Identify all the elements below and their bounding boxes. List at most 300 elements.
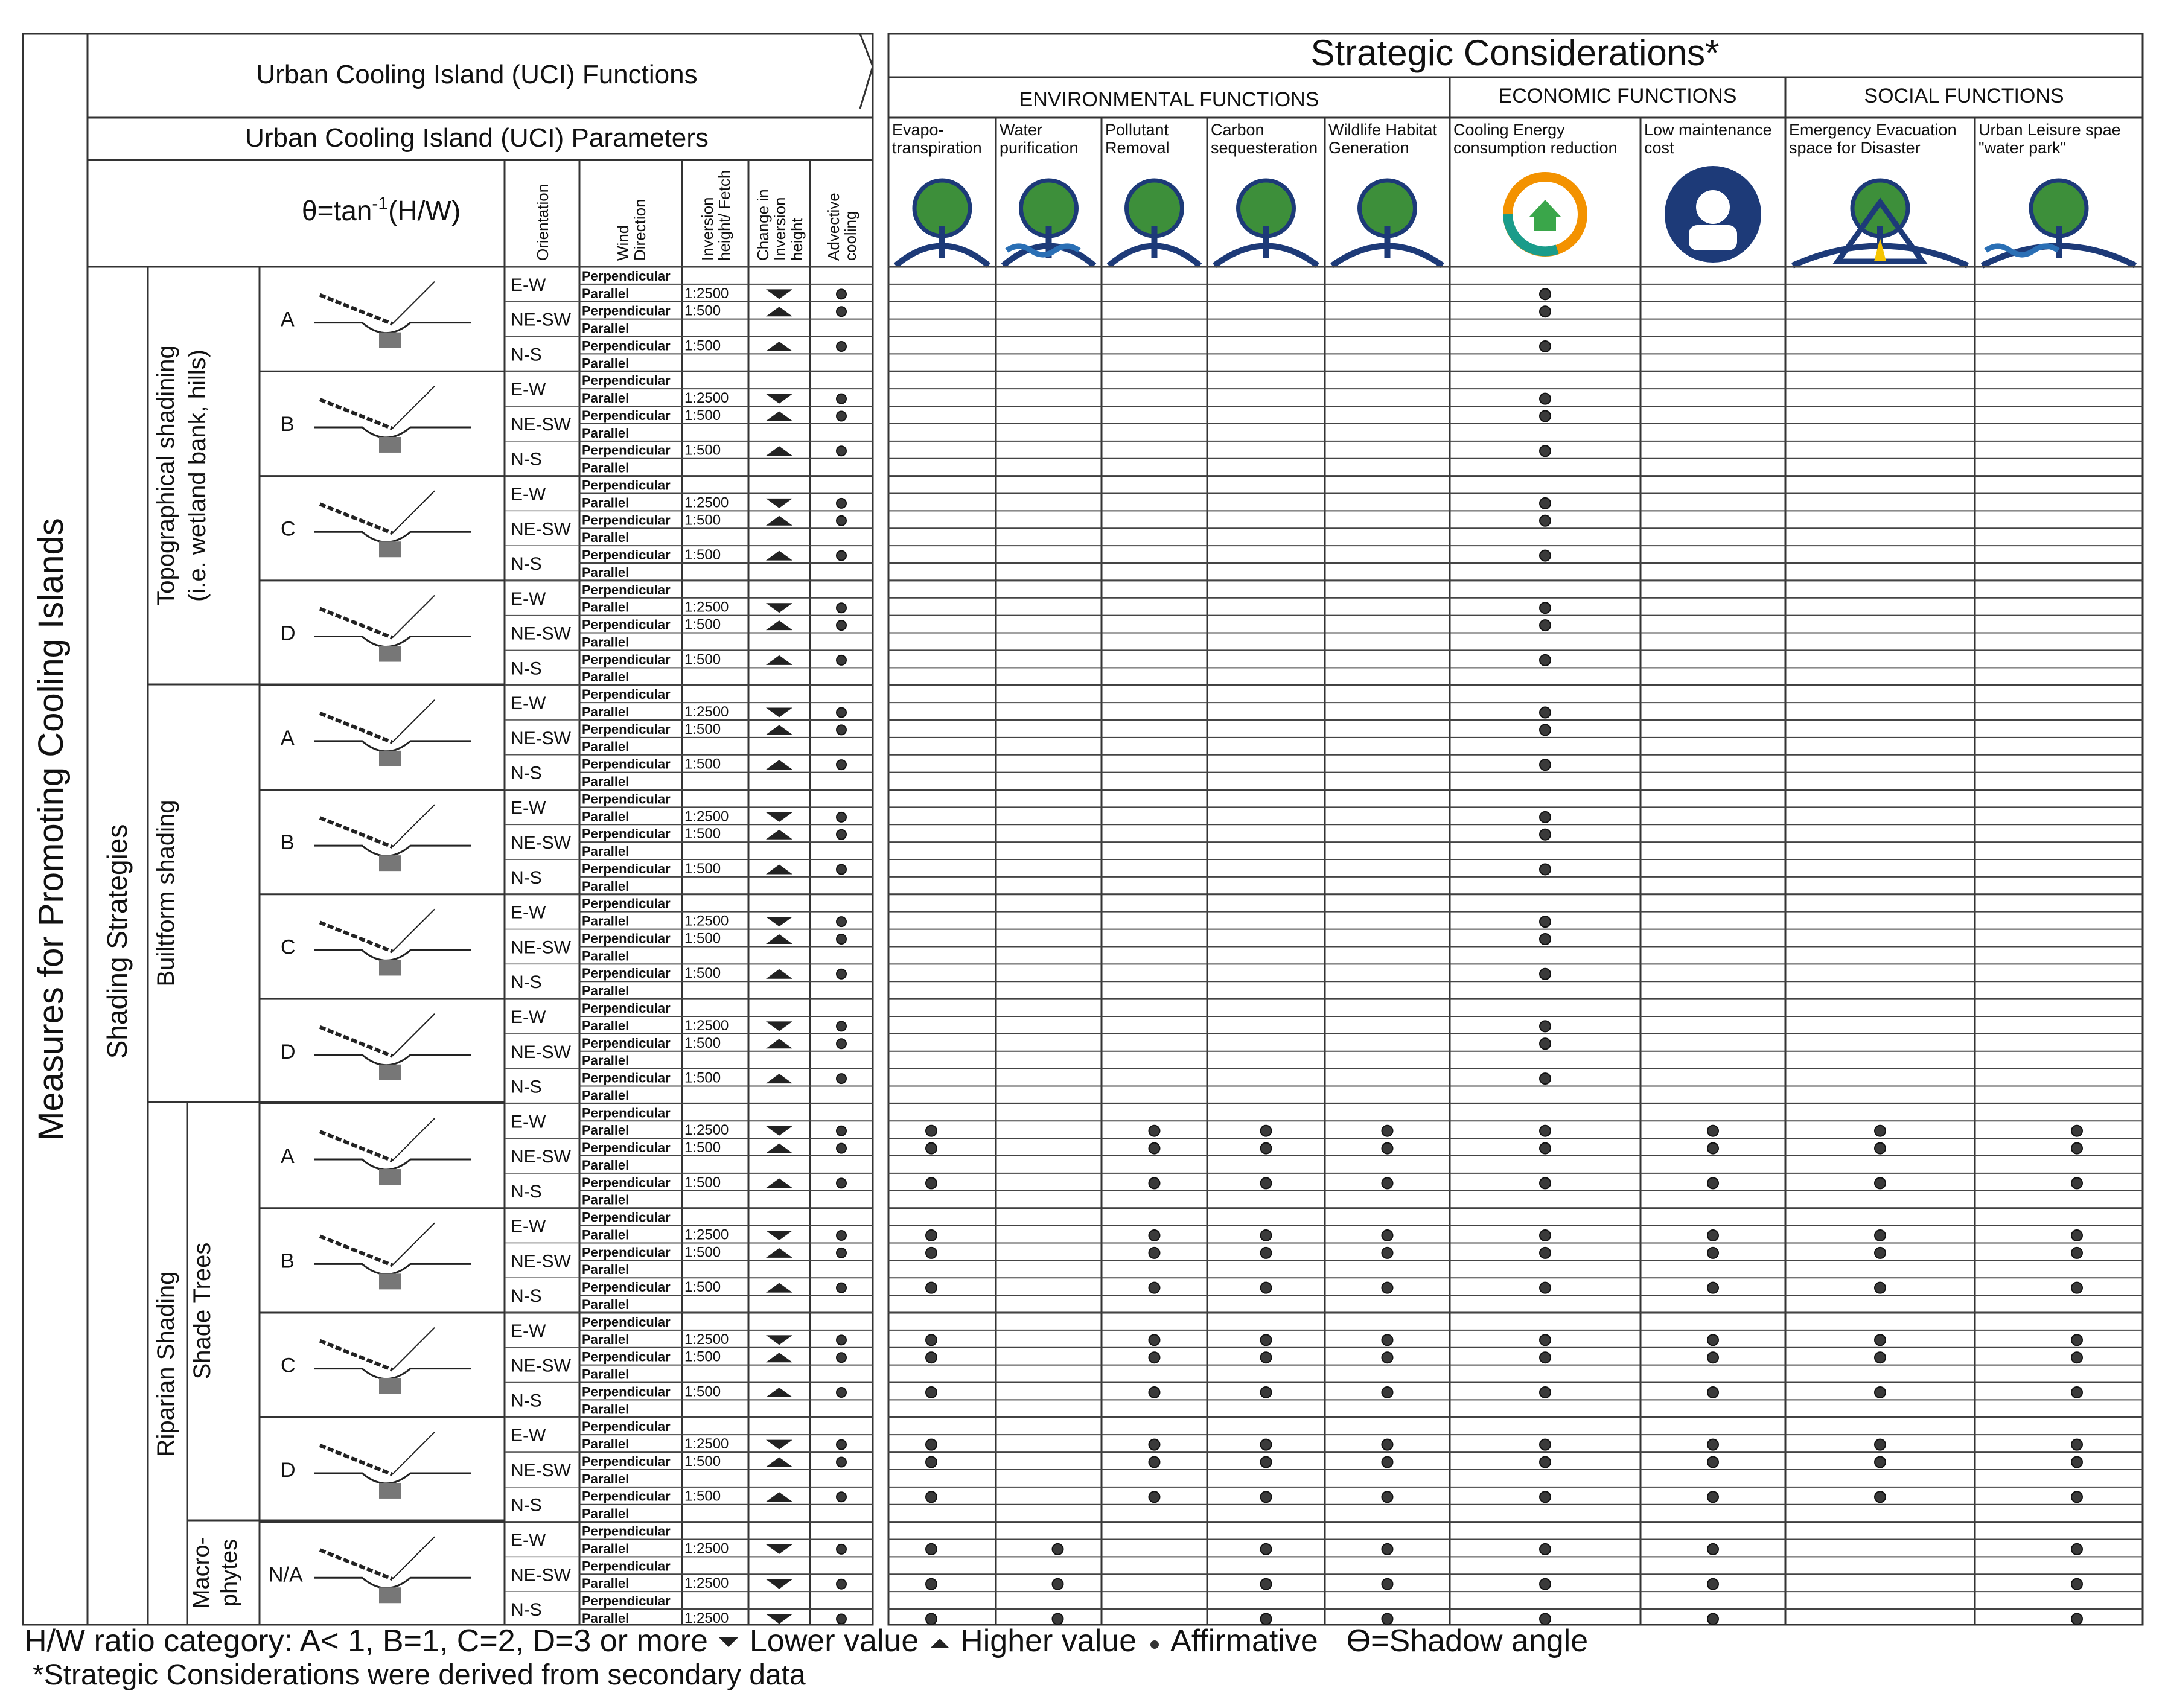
lower-value-marker bbox=[766, 1335, 792, 1345]
affirmative-dot bbox=[2071, 1491, 2082, 1502]
higher-value-marker bbox=[766, 1283, 792, 1293]
sketch-ground bbox=[314, 323, 471, 333]
affirmative-dot bbox=[1382, 1126, 1393, 1136]
affirmative-dot bbox=[1540, 1613, 1551, 1624]
function-header-l1: Pollutant bbox=[1105, 121, 1169, 139]
affirmative-dot bbox=[1540, 1126, 1551, 1136]
orientation-label: NE-SW bbox=[511, 1147, 571, 1167]
wind-direction-label: Parallel bbox=[582, 285, 630, 301]
macrophytes-label-l1-wrap bbox=[189, 1537, 214, 1608]
affirmative-dot bbox=[1540, 1544, 1551, 1555]
wind-direction-label: Perpendicular bbox=[582, 1488, 671, 1504]
section-sketch-icon bbox=[314, 596, 471, 662]
wind-direction-label: Perpendicular bbox=[582, 1279, 671, 1295]
affirmative-dot bbox=[1382, 1613, 1393, 1624]
sketch-channel bbox=[379, 1483, 401, 1499]
advective-cooling-dot bbox=[837, 830, 846, 840]
advective-cooling-dot bbox=[837, 1388, 846, 1397]
wind-direction-label: Perpendicular bbox=[582, 1453, 671, 1469]
fetch-label: 1:2500 bbox=[684, 1017, 729, 1034]
sketch-channel bbox=[379, 855, 401, 871]
wind-direction-label: Parallel bbox=[582, 1610, 630, 1626]
higher-value-marker bbox=[766, 620, 792, 630]
affirmative-dot bbox=[1707, 1177, 1718, 1188]
advective-cooling-dot bbox=[837, 725, 846, 735]
wind-direction-label: Parallel bbox=[582, 739, 630, 754]
affirmative-dot bbox=[926, 1387, 937, 1398]
lower-value-marker bbox=[766, 1231, 792, 1240]
wind-direction-label: Perpendicular bbox=[582, 1070, 671, 1086]
section-sketch-icon bbox=[314, 1432, 471, 1499]
affirmative-dot bbox=[1875, 1248, 1886, 1258]
advective-cooling-dot bbox=[837, 812, 846, 822]
fetch-label: 1:2500 bbox=[684, 494, 729, 511]
sketch-angle-line bbox=[392, 1014, 435, 1056]
affirmative-dot bbox=[2071, 1248, 2082, 1258]
affirmative-dot bbox=[2071, 1544, 2082, 1555]
affirmative-dot bbox=[1261, 1248, 1272, 1258]
lower-value-marker bbox=[766, 1579, 792, 1589]
strategy-block bbox=[260, 1313, 2143, 1416]
wind-direction-label: Parallel bbox=[582, 530, 630, 546]
affirmative-dot bbox=[1149, 1283, 1160, 1293]
function-header-l1: Emergency Evacuation bbox=[1789, 121, 1957, 139]
wind-direction-label: Perpendicular bbox=[582, 791, 671, 807]
wind-direction-label: Parallel bbox=[582, 1262, 630, 1278]
theta-formula-base: θ=tan bbox=[302, 195, 372, 226]
strategy-block bbox=[260, 1417, 2143, 1521]
sketch-channel bbox=[379, 1273, 401, 1289]
fetch-label: 1:2500 bbox=[684, 1436, 729, 1453]
param-header-line: Advective bbox=[824, 193, 843, 261]
sketch-angle-line bbox=[392, 1118, 435, 1161]
sketch-angle-line bbox=[392, 386, 435, 429]
orientation-label: N-S bbox=[511, 554, 542, 575]
wind-direction-label: Perpendicular bbox=[582, 442, 671, 458]
wind-direction-label: Perpendicular bbox=[582, 547, 671, 563]
affirmative-dot bbox=[1382, 1248, 1393, 1258]
higher-value-marker bbox=[766, 1178, 792, 1188]
macrophytes-label-l1: Macro- bbox=[189, 1537, 214, 1609]
affirmative-dot bbox=[2071, 1579, 2082, 1590]
sketch-ground bbox=[314, 950, 471, 960]
affirmative-dot bbox=[1540, 829, 1551, 840]
wind-direction-label: Perpendicular bbox=[582, 966, 671, 981]
sketch-ground bbox=[314, 1055, 471, 1065]
sketch-angle-line bbox=[392, 805, 435, 847]
affirmative-dot bbox=[1875, 1334, 1886, 1345]
sketch-channel bbox=[379, 646, 401, 662]
affirmative-dot bbox=[1707, 1491, 1718, 1502]
lower-value-marker bbox=[766, 917, 792, 926]
param-header-line: Wind bbox=[614, 225, 632, 261]
sketch-channel bbox=[379, 751, 401, 766]
wind-direction-label: Parallel bbox=[582, 913, 630, 929]
wind-direction-label: Perpendicular bbox=[582, 896, 671, 911]
wind-direction-label: Perpendicular bbox=[582, 582, 671, 597]
measures-label-wrap bbox=[31, 518, 71, 1141]
strategy-block bbox=[260, 476, 2143, 580]
sketch-angle-line bbox=[392, 1223, 435, 1265]
affirmative-dot bbox=[926, 1352, 937, 1363]
tree-trunk bbox=[2056, 226, 2062, 258]
higher-value-marker bbox=[766, 446, 792, 456]
affirmative-dot bbox=[1149, 1457, 1160, 1468]
advective-cooling-dot bbox=[837, 620, 846, 630]
strategy-block bbox=[260, 581, 2143, 684]
affirmative-dot bbox=[1540, 707, 1551, 718]
higher-value-marker bbox=[766, 655, 792, 665]
affirmative-dot bbox=[1261, 1334, 1272, 1345]
advective-cooling-dot bbox=[837, 1021, 846, 1031]
hw-category-label: A bbox=[281, 726, 295, 750]
orientation-label: N-S bbox=[511, 1077, 542, 1097]
group-economic: ECONOMIC FUNCTIONS bbox=[1498, 84, 1737, 107]
hw-category-label: N/A bbox=[269, 1563, 303, 1587]
orientation-label: N-S bbox=[511, 1286, 542, 1307]
advective-cooling-dot bbox=[837, 446, 846, 456]
strategy-block bbox=[260, 894, 2143, 998]
function-header-l1: Carbon bbox=[1211, 121, 1264, 139]
maintenance-worker-icon bbox=[1665, 166, 1761, 263]
group-environmental: ENVIRONMENTAL FUNCTIONS bbox=[1019, 88, 1319, 111]
affirmative-dot bbox=[1540, 812, 1551, 823]
affirmative-dot bbox=[2071, 1352, 2082, 1363]
wind-direction-label: Perpendicular bbox=[582, 1035, 671, 1051]
fetch-label: 1:2500 bbox=[684, 1540, 729, 1557]
tree-trunk bbox=[1263, 226, 1269, 258]
affirmative-dot bbox=[1540, 724, 1551, 735]
sketch-ground bbox=[314, 532, 471, 542]
affirmative-dot bbox=[1261, 1352, 1272, 1363]
theta-formula bbox=[302, 194, 461, 226]
shadow-angle-legend: ϴ=Shadow angle bbox=[1346, 1624, 1589, 1659]
wind-direction-label: Parallel bbox=[582, 1053, 630, 1068]
orientation-label: NE-SW bbox=[511, 1042, 571, 1062]
affirmative-dot bbox=[1707, 1439, 1718, 1450]
affirmative-dot bbox=[1540, 306, 1551, 317]
strategy-block bbox=[260, 1522, 2143, 1627]
sketch-ground bbox=[314, 1369, 471, 1379]
wind-direction-label: Perpendicular bbox=[582, 1209, 671, 1225]
hw-category-label: C bbox=[281, 1354, 296, 1377]
fetch-label: 1:500 bbox=[684, 1174, 721, 1191]
topographical-label-l2-wrap bbox=[184, 349, 211, 602]
orientation-label: NE-SW bbox=[511, 1565, 571, 1585]
section-sketch-icon bbox=[314, 1014, 471, 1080]
advective-cooling-dot bbox=[837, 307, 846, 316]
wind-direction-label: Perpendicular bbox=[582, 1105, 671, 1121]
wind-direction-label: Parallel bbox=[582, 1331, 630, 1347]
orientation-label: NE-SW bbox=[511, 728, 571, 748]
evacuation-tent-tree-icon bbox=[1793, 180, 1968, 266]
param-header-line: height bbox=[788, 218, 806, 261]
strategic-considerations-title: Strategic Considerations* bbox=[1310, 33, 1720, 73]
affirmative-dot bbox=[1261, 1439, 1272, 1450]
param-header-line: Change in bbox=[754, 189, 772, 261]
wind-direction-label: Perpendicular bbox=[582, 407, 671, 423]
sketch-sun-ray bbox=[320, 295, 392, 324]
wind-direction-label: Perpendicular bbox=[582, 512, 671, 528]
sketch-channel bbox=[379, 960, 401, 975]
orientation-label: E-W bbox=[511, 588, 546, 609]
wind-direction-label: Parallel bbox=[582, 634, 630, 650]
wind-direction-label: Parallel bbox=[582, 495, 630, 511]
sketch-angle-line bbox=[392, 491, 435, 533]
wind-direction-label: Parallel bbox=[582, 1088, 630, 1103]
affirmative-dot bbox=[1875, 1352, 1886, 1363]
wind-direction-label: Parallel bbox=[582, 564, 630, 580]
wind-direction-label: Parallel bbox=[582, 704, 630, 719]
affirmative-dot bbox=[926, 1177, 937, 1188]
hw-category-label: A bbox=[281, 308, 295, 331]
affirmative-dot bbox=[1707, 1143, 1718, 1154]
param-header-line: Inversion bbox=[771, 197, 789, 261]
sketch-sun-ray bbox=[320, 400, 392, 429]
affirmative-dot bbox=[1540, 969, 1551, 980]
sketch-channel bbox=[379, 1065, 401, 1080]
wind-direction-label: Parallel bbox=[582, 1436, 630, 1452]
affirmative-dot bbox=[1540, 550, 1551, 561]
section-sketch-icon bbox=[314, 909, 471, 975]
fetch-label: 1:500 bbox=[684, 1348, 721, 1365]
advective-cooling-dot bbox=[837, 760, 846, 770]
lower-value-marker bbox=[766, 1126, 792, 1136]
wind-direction-label: Perpendicular bbox=[582, 338, 671, 354]
param-header-line: height/ Fetch bbox=[715, 170, 733, 261]
hw-category-label: C bbox=[281, 517, 296, 541]
sketch-angle-line bbox=[392, 1328, 435, 1370]
wind-direction-label: Perpendicular bbox=[582, 1140, 671, 1156]
affirmative-dot bbox=[1707, 1579, 1718, 1590]
hw-category-label: B bbox=[281, 831, 295, 855]
section-sketch-icon bbox=[314, 1118, 471, 1185]
orientation-label: NE-SW bbox=[511, 519, 571, 540]
affirmative-dot bbox=[2071, 1126, 2082, 1136]
param-header-4 bbox=[824, 193, 859, 261]
orientation-label: NE-SW bbox=[511, 1251, 571, 1272]
affirmative-dot bbox=[926, 1613, 937, 1624]
lower-value-marker bbox=[766, 1544, 792, 1554]
affirmative-dot bbox=[1540, 759, 1551, 770]
wind-direction-label: Parallel bbox=[582, 844, 630, 859]
function-header-l1: Low maintenance bbox=[1644, 121, 1772, 139]
evapotranspiration-trees-icon bbox=[896, 180, 989, 266]
affirmative-dot bbox=[1382, 1143, 1393, 1154]
fetch-label: 1:2500 bbox=[684, 1610, 729, 1627]
sketch-angle-line bbox=[392, 700, 435, 742]
tree-trunk bbox=[1385, 226, 1391, 258]
fetch-label: 1:2500 bbox=[684, 390, 729, 407]
sketch-ground bbox=[314, 637, 471, 647]
wind-direction-label: Parallel bbox=[582, 355, 630, 371]
lower-value-icon bbox=[716, 1634, 741, 1652]
advective-cooling-dot bbox=[837, 289, 846, 299]
affirmative-dot bbox=[1382, 1439, 1393, 1450]
advective-cooling-dot bbox=[837, 1579, 846, 1589]
param-header-line: Direction bbox=[631, 199, 649, 261]
pollutant-removal-tree-icon bbox=[1109, 180, 1200, 266]
orientation-label: E-W bbox=[511, 1007, 546, 1027]
higher-value-marker bbox=[766, 1248, 792, 1258]
advective-cooling-dot bbox=[837, 934, 846, 944]
affirmative-dot bbox=[1540, 1352, 1551, 1363]
orientation-label: E-W bbox=[511, 1216, 546, 1237]
orientation-label: E-W bbox=[511, 1112, 546, 1132]
shading-strategies-label: Shading Strategies bbox=[101, 824, 133, 1059]
wind-direction-label: Parallel bbox=[582, 669, 630, 685]
affirmative-dot bbox=[2071, 1387, 2082, 1398]
affirmative-dot bbox=[1540, 288, 1551, 299]
fetch-label: 1:500 bbox=[684, 721, 721, 738]
higher-value-marker bbox=[766, 1353, 792, 1362]
fetch-label: 1:500 bbox=[684, 930, 721, 947]
wind-direction-label: Parallel bbox=[582, 809, 630, 824]
affirmative-dot bbox=[1540, 934, 1551, 945]
higher-value-marker bbox=[766, 1144, 792, 1153]
affirmative-dot bbox=[1540, 1143, 1551, 1154]
affirmative-dot bbox=[1875, 1283, 1886, 1293]
affirmative-dot bbox=[1261, 1230, 1272, 1241]
tree-trunk bbox=[1152, 226, 1158, 258]
affirmative-dot bbox=[926, 1491, 937, 1502]
orientation-label: N-S bbox=[511, 1181, 542, 1202]
fetch-label: 1:500 bbox=[684, 1488, 721, 1505]
water-park-leisure-icon bbox=[1982, 180, 2135, 266]
affirmative-dot bbox=[1540, 602, 1551, 613]
wind-direction-label: Perpendicular bbox=[582, 652, 671, 668]
wind-direction-label: Parallel bbox=[582, 460, 630, 476]
theta-formula-sup: -1 bbox=[372, 194, 389, 214]
wind-direction-label: Perpendicular bbox=[582, 1558, 671, 1574]
lower-value-marker bbox=[766, 1614, 792, 1624]
affirmative-dot bbox=[1149, 1177, 1160, 1188]
higher-value-legend: Higher value bbox=[960, 1624, 1137, 1659]
affirmative-dot bbox=[1540, 411, 1551, 422]
affirmative-dot bbox=[926, 1579, 937, 1590]
orientation-label: N-S bbox=[511, 763, 542, 783]
affirmative-dot bbox=[1382, 1457, 1393, 1468]
affirmative-dot bbox=[1540, 1387, 1551, 1398]
advective-cooling-dot bbox=[837, 551, 846, 561]
sketch-channel bbox=[379, 541, 401, 557]
affirmative-dot bbox=[1875, 1457, 1886, 1468]
affirmative-dot bbox=[1053, 1613, 1063, 1624]
wind-direction-label: Perpendicular bbox=[582, 617, 671, 633]
higher-value-marker bbox=[766, 934, 792, 944]
affirmative-dot bbox=[1382, 1177, 1393, 1188]
fetch-label: 1:2500 bbox=[684, 599, 729, 616]
wind-direction-label: Perpendicular bbox=[582, 1244, 671, 1260]
hw-ratio-legend: H/W ratio category: A< 1, B=1, C=2, D=3 or more bbox=[24, 1624, 708, 1659]
advective-cooling-dot bbox=[837, 1126, 846, 1136]
advective-cooling-dot bbox=[837, 1544, 846, 1554]
affirmative-dot bbox=[1707, 1248, 1718, 1258]
wind-direction-label: Parallel bbox=[582, 425, 630, 441]
fetch-label: 1:2500 bbox=[684, 1122, 729, 1139]
function-header-l2: Generation bbox=[1328, 139, 1409, 157]
affirmative-dot bbox=[1875, 1387, 1886, 1398]
advective-cooling-dot bbox=[837, 1614, 846, 1624]
builtform-label-wrap bbox=[153, 800, 179, 986]
wind-direction-label: Perpendicular bbox=[582, 1349, 671, 1365]
affirmative-dot bbox=[926, 1544, 937, 1555]
topographical-label-l1-wrap bbox=[153, 345, 179, 605]
affirmative-dot bbox=[1540, 620, 1551, 631]
orientation-label: NE-SW bbox=[511, 414, 571, 435]
sketch-channel bbox=[379, 333, 401, 348]
affirmative-dot bbox=[1875, 1491, 1886, 1502]
uci-parameters-header: Urban Cooling Island (UCI) Parameters bbox=[245, 123, 709, 153]
fetch-label: 1:500 bbox=[684, 302, 721, 319]
section-sketch-icon bbox=[314, 282, 471, 348]
affirmative-dot bbox=[1707, 1387, 1718, 1398]
orientation-label: NE-SW bbox=[511, 1356, 571, 1376]
wind-direction-label: Parallel bbox=[582, 1506, 630, 1522]
sketch-ground bbox=[314, 741, 471, 751]
orientation-label: E-W bbox=[511, 275, 546, 295]
orientation-label: E-W bbox=[511, 1530, 546, 1550]
wind-direction-label: Perpendicular bbox=[582, 861, 671, 876]
fetch-label: 1:500 bbox=[684, 547, 721, 564]
wind-direction-label: Parallel bbox=[582, 390, 630, 406]
affirmative-dot bbox=[2071, 1457, 2082, 1468]
param-header-line: cooling bbox=[841, 211, 859, 261]
affirmative-dot bbox=[1149, 1352, 1160, 1363]
uci-functions-header: Urban Cooling Island (UCI) Functions bbox=[256, 60, 698, 89]
affirmative-dot bbox=[2071, 1334, 2082, 1345]
sketch-ground bbox=[314, 1264, 471, 1274]
advective-cooling-dot bbox=[837, 499, 846, 508]
hw-category-label: D bbox=[281, 1458, 296, 1482]
wind-direction-label: Parallel bbox=[582, 1401, 630, 1417]
strategy-block bbox=[260, 1208, 2143, 1312]
wind-direction-label: Parallel bbox=[582, 878, 630, 894]
affirmative-dot bbox=[1540, 498, 1551, 509]
hw-category-label: B bbox=[281, 1249, 295, 1273]
orientation-label: NE-SW bbox=[511, 623, 571, 644]
wind-direction-label: Perpendicular bbox=[582, 373, 671, 389]
affirmative-dot bbox=[926, 1439, 937, 1450]
wind-direction-label: Perpendicular bbox=[582, 931, 671, 946]
affirmative-dot bbox=[1149, 1248, 1160, 1258]
function-header-l1: Urban Leisure spae bbox=[1978, 121, 2121, 139]
fetch-label: 1:500 bbox=[684, 756, 721, 773]
section-sketch-icon bbox=[314, 1328, 471, 1394]
water-purification-icon bbox=[1003, 180, 1094, 266]
advective-cooling-dot bbox=[837, 342, 846, 351]
affirmative-dot bbox=[1707, 1457, 1718, 1468]
advective-cooling-dot bbox=[837, 708, 846, 718]
fetch-label: 1:500 bbox=[684, 826, 721, 843]
higher-value-marker bbox=[766, 725, 792, 735]
hw-category-label: C bbox=[281, 935, 296, 959]
sketch-angle-line bbox=[392, 1432, 435, 1474]
wildlife-birds-tree-icon bbox=[1332, 180, 1443, 266]
function-header-l1: Evapo- bbox=[892, 121, 944, 139]
lower-value-marker bbox=[766, 1440, 792, 1450]
affirmative-dot bbox=[1540, 1439, 1551, 1450]
fetch-label: 1:2500 bbox=[684, 1331, 729, 1348]
affirmative-dot bbox=[926, 1143, 937, 1154]
affirmative-dot bbox=[1382, 1544, 1393, 1555]
lower-value-marker bbox=[766, 603, 792, 613]
wind-direction-label: Parallel bbox=[582, 1192, 630, 1208]
affirmative-dot bbox=[1540, 1073, 1551, 1084]
wind-direction-label: Perpendicular bbox=[582, 303, 671, 319]
fetch-label: 1:500 bbox=[684, 616, 721, 633]
function-header-l2: space for Disaster bbox=[1789, 139, 1921, 157]
